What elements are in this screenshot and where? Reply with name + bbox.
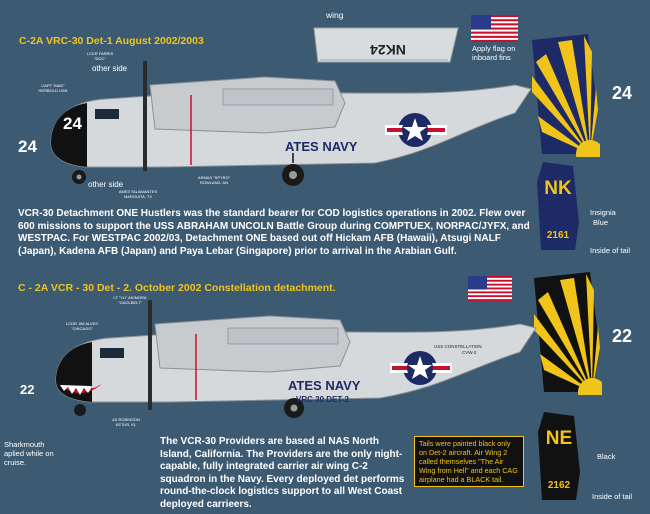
cvw-text: CVW-2	[462, 350, 477, 355]
tail-number-bottom: 2162	[547, 480, 571, 491]
nose-number-top: 24	[63, 114, 82, 133]
tail-code-top: NK	[544, 178, 572, 199]
det-text-bottom: VRC 30 DET-2	[296, 395, 349, 404]
wing-code: NK24	[370, 42, 406, 58]
inside-tail-label-top: Inside of tail	[590, 246, 631, 255]
wing-label: wing	[326, 10, 344, 20]
nose-number-bottom: 22	[70, 357, 88, 374]
inside-tail-label-bottom: Inside of tail	[592, 492, 633, 501]
bottom-paragraph: The VCR-30 Providers are based al NAS North Island, California. The Providers are the only night-capable, fully integrated carrier air wing C-2 squadron in the Navy. Every deployed det performs round-the-clock logistics support to all West Coast deployed carrieers.	[160, 436, 405, 510]
bottom-tail-inside	[538, 412, 580, 502]
black-tail-note: Tails were painted black only on Det-2 aircraft. Air Wing 2 called themselves "The Air Wing from Hell" and each CAG airplane had a BLACK tail.	[414, 436, 524, 487]
tail-number-top: 2161	[546, 230, 570, 241]
bottom-title: C - 2A VCR - 30 Det - 2. October 2002 Constellation detachment.	[18, 282, 336, 294]
callout-talamantes: AME3 TALAMANTES MARGUITA, TX	[118, 189, 158, 199]
bottom-fin-sunburst	[530, 270, 602, 395]
top-aircraft	[45, 55, 535, 190]
side-number-top-left: 24	[18, 137, 37, 156]
blue-label: Blue	[593, 218, 609, 227]
fin-number-top: 24	[612, 83, 633, 103]
top-fin-sunburst	[528, 32, 600, 157]
callout-herbold: CAPT "MAD" HERBOLD USN	[38, 83, 68, 93]
bottom-aircraft	[50, 295, 540, 423]
other-side-label-2: other side	[88, 180, 124, 189]
fuselage-navy-top: ATES NAVY	[285, 139, 358, 154]
callout-akimora: LT "YU" AKIMORA "GAOLBELT"	[113, 295, 147, 305]
fuselage-navy-bottom: ATES NAVY	[288, 378, 361, 393]
fin-number-bottom: 22	[612, 326, 633, 346]
callout-rowland: ARMAS "SPYRO" ROWLAND, AN	[197, 175, 231, 185]
callout-robinson: AS ROBINSON KETUR, KL	[112, 417, 140, 427]
top-title: C-2A VRC-30 Det-1 August 2002/2003	[19, 35, 204, 47]
top-tail-inside	[537, 162, 579, 252]
us-flag-top	[471, 15, 518, 42]
other-side-label-1: other side	[92, 64, 128, 73]
sharkmouth-note: Sharkmouth aplied while on cruise.	[4, 440, 54, 467]
tail-code-bottom: NE	[545, 428, 573, 449]
cvn-text: USS CONSTELLATION	[434, 344, 482, 349]
flag-note: Apply flag on inboard fins	[472, 44, 516, 62]
callout-farris: LCDR FARRIS "DOC"	[86, 51, 114, 61]
black-label: Black	[597, 452, 616, 461]
insignia-label: Insignia	[590, 208, 616, 217]
top-paragraph: VCR-30 Detachment ONE Hustlers was the standard bearer for COD logistics operations in 2002. Flew over 600 missions to support the USS ABRAHAM UNCOLN Battle Group during COMPTUEX, NORPAC/JYFX, and WESTPAC. For WESTPAC 2002/03, Detachment ONE based out off Hickam AFB (Hawaii), Atsugi NALF (Japan), Kadena AFB (Japan) and Paya Lebar (Singapore) prior to arrival in the Arabian Gulf.	[18, 208, 530, 257]
side-number-bottom-left: 22	[20, 382, 35, 397]
callout-alves: LCDR JIM ALVES "CHICAGO"	[66, 321, 98, 331]
